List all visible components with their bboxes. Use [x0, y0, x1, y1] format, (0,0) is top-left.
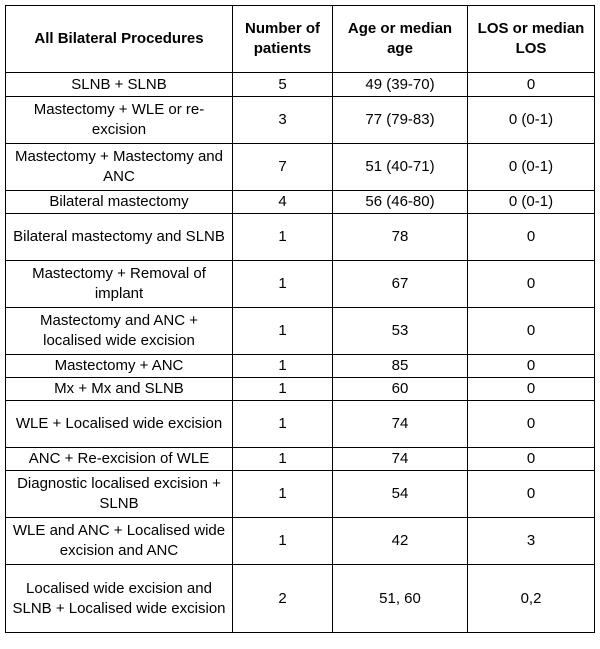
los-cell: 0: [468, 214, 595, 261]
patients-cell: 3: [233, 97, 333, 144]
patients-cell: 1: [233, 308, 333, 355]
table-row: [6, 378, 595, 401]
age-cell: 49 (39-70): [333, 73, 468, 97]
patients-cell: 1: [233, 471, 333, 518]
los-cell: 0: [468, 308, 595, 355]
procedure-cell: ANC + Re-excision of WLE: [6, 448, 233, 471]
table-row: [6, 308, 595, 355]
patients-cell: 7: [233, 144, 333, 191]
bilateral-procedures-table: [5, 5, 595, 633]
table-row: [6, 214, 595, 261]
los-cell: 0: [468, 471, 595, 518]
table-row: [6, 191, 595, 214]
header-los: LOS or median LOS: [468, 6, 595, 73]
age-cell: 77 (79-83): [333, 97, 468, 144]
los-cell: 0: [468, 73, 595, 97]
procedure-cell: Mastectomy + Removal of implant: [6, 261, 233, 308]
procedure-cell: Mastectomy + WLE or re-excision: [6, 97, 233, 144]
header-row: [6, 6, 595, 73]
patients-cell: 1: [233, 261, 333, 308]
los-cell: 0 (0-1): [468, 191, 595, 214]
patients-cell: 5: [233, 73, 333, 97]
age-cell: 42: [333, 518, 468, 565]
header-number-of-patients: Number of patients: [233, 6, 333, 73]
patients-cell: 1: [233, 355, 333, 378]
los-cell: 0: [468, 355, 595, 378]
procedure-cell: SLNB + SLNB: [6, 73, 233, 97]
table-row: [6, 261, 595, 308]
patients-cell: 1: [233, 518, 333, 565]
age-cell: 85: [333, 355, 468, 378]
patients-cell: 1: [233, 378, 333, 401]
table-row: [6, 401, 595, 448]
patients-cell: 1: [233, 401, 333, 448]
table-row: [6, 73, 595, 97]
age-cell: 51 (40-71): [333, 144, 468, 191]
los-cell: 0: [468, 261, 595, 308]
table-row: [6, 97, 595, 144]
patients-cell: 4: [233, 191, 333, 214]
header-age: Age or median age: [333, 6, 468, 73]
los-cell: 0: [468, 378, 595, 401]
age-cell: 78: [333, 214, 468, 261]
age-cell: 67: [333, 261, 468, 308]
los-cell: 0: [468, 401, 595, 448]
los-cell: 0: [468, 448, 595, 471]
table-row: [6, 355, 595, 378]
los-cell: 0 (0-1): [468, 97, 595, 144]
patients-cell: 1: [233, 448, 333, 471]
age-cell: 56 (46-80): [333, 191, 468, 214]
procedure-cell: WLE + Localised wide excision: [6, 401, 233, 448]
patients-cell: 2: [233, 565, 333, 633]
table-row: [6, 471, 595, 518]
procedure-cell: Diagnostic localised excision + SLNB: [6, 471, 233, 518]
procedure-cell: Localised wide excision and SLNB + Localised wide excision: [6, 565, 233, 633]
procedure-cell: Mastectomy and ANC + localised wide excision: [6, 308, 233, 355]
procedure-cell: Mx + Mx and SLNB: [6, 378, 233, 401]
age-cell: 51, 60: [333, 565, 468, 633]
procedure-cell: Bilateral mastectomy and SLNB: [6, 214, 233, 261]
age-cell: 74: [333, 448, 468, 471]
procedure-cell: Mastectomy + Mastectomy and ANC: [6, 144, 233, 191]
procedure-cell: Bilateral mastectomy: [6, 191, 233, 214]
los-cell: 0 (0-1): [468, 144, 595, 191]
los-cell: 3: [468, 518, 595, 565]
patients-cell: 1: [233, 214, 333, 261]
table-row: [6, 144, 595, 191]
age-cell: 53: [333, 308, 468, 355]
age-cell: 60: [333, 378, 468, 401]
los-cell: 0,2: [468, 565, 595, 633]
procedure-cell: Mastectomy + ANC: [6, 355, 233, 378]
table-body: [6, 73, 595, 633]
age-cell: 54: [333, 471, 468, 518]
table-row: [6, 448, 595, 471]
procedure-cell: WLE and ANC + Localised wide excision and ANC: [6, 518, 233, 565]
table-row: [6, 518, 595, 565]
header-procedures: All Bilateral Procedures: [6, 6, 233, 73]
table-row: [6, 565, 595, 633]
age-cell: 74: [333, 401, 468, 448]
